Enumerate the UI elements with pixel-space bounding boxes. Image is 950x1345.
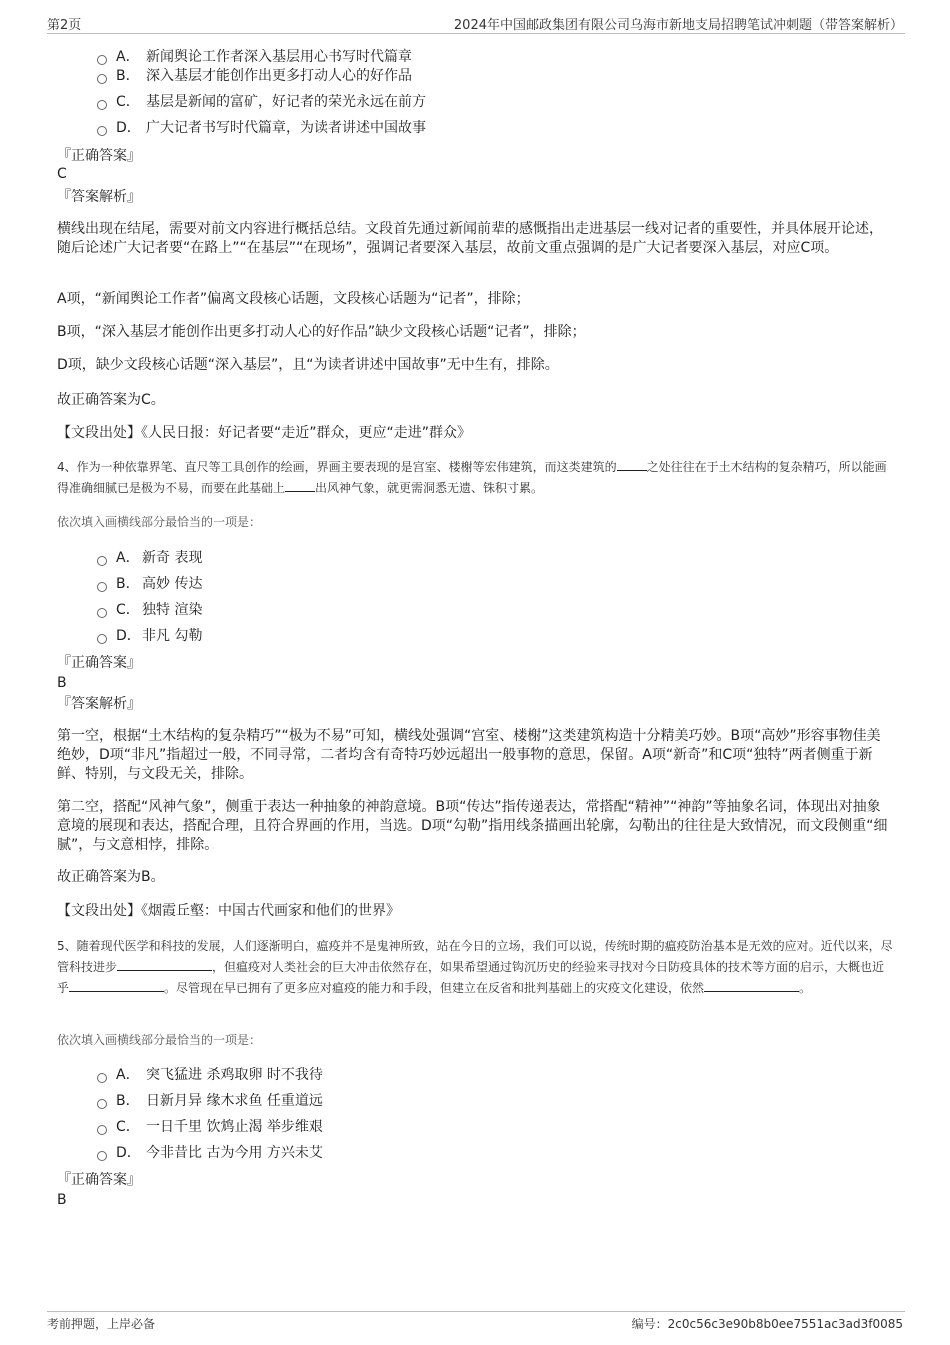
- q4-answer: B: [57, 675, 67, 691]
- radio-icon[interactable]: [97, 126, 107, 136]
- radio-icon[interactable]: [97, 608, 107, 618]
- radio-icon[interactable]: [97, 1151, 107, 1161]
- q3-source: 【文段出处】《人民日报：好记者要“走近”群众，更应“走进”群众》: [57, 425, 472, 441]
- q3-analysis-paragraph: 故正确答案为C。: [57, 392, 165, 408]
- q4-stem: 4、作为一种依靠界笔、直尺等工具创作的绘画，界画主要表现的是宫室、楼榭等宏伟建筑，而这类建筑的 之处往往在于土木结构的复杂精巧，所以能画得准确细腻已是极为不易，而要在此基础上 出风神气象，就更需洞悉无遗、铢积寸累。: [57, 460, 887, 495]
- q3-option-d[interactable]: D． 广大记者书写时代篇章，为读者讲述中国故事: [97, 119, 426, 137]
- option-text: 高妙 传达: [142, 576, 203, 592]
- q5-option-a[interactable]: A． 突飞猛进 杀鸡取卵 时不我待: [97, 1066, 323, 1084]
- option-text: 广大记者书写时代篇章，为读者讲述中国故事: [146, 120, 426, 136]
- blank-line[interactable]: [69, 979, 164, 992]
- q4-analysis-paragraph: 第二空，搭配“风神气象”，侧重于表达一种抽象的神韵意境。B项“传达”指传递表达，常搭配“精神”“神韵”等抽象名词，体现出对抽象意境的展现和表达，搭配合理，且符合界画的作用，当选。D项“勾勒”指用线条描画出轮廓，勾勒出的往往是大致情况，而文段侧重“细腻”，与文意相悖，排除。: [57, 799, 888, 853]
- q3-analysis-paragraph: 横线出现在结尾，需要对前文内容进行概括总结。文段首先通过新闻前辈的感慨指出走进基层一线对记者的重要性，并具体展开论述，随后论述广大记者要“在路上”“在基层”“在现场”，强调记者要深入基层，故前文重点强调的是广大记者要深入基层，对应C项。: [57, 221, 883, 256]
- radio-icon[interactable]: [97, 582, 107, 592]
- q4-answer-label: 『正确答案』: [57, 655, 141, 671]
- document-title: 2024年中国邮政集团有限公司乌海市新地支局招聘笔试冲刺题（带答案解析）: [453, 18, 903, 33]
- option-text: 突飞猛进 杀鸡取卵 时不我待: [146, 1067, 323, 1083]
- blank-line[interactable]: [117, 958, 212, 971]
- q5-option-b[interactable]: B． 日新月异 缘木求鱼 任重道远: [97, 1092, 323, 1110]
- q3-analysis-label: 『答案解析』: [57, 189, 141, 205]
- option-text: 深入基层才能创作出更多打动人心的好作品: [146, 68, 412, 84]
- radio-icon[interactable]: [97, 100, 107, 110]
- radio-icon[interactable]: [97, 634, 107, 644]
- radio-icon[interactable]: [97, 74, 107, 84]
- option-text: 基层是新闻的富矿，好记者的荣光永远在前方: [146, 94, 426, 110]
- option-text: 新闻舆论工作者深入基层用心书写时代篇章: [146, 49, 412, 65]
- q5-prompt: 依次填入画横线部分最恰当的一项是：: [57, 1033, 262, 1047]
- q5-answer: B: [57, 1192, 67, 1208]
- q4-option-b[interactable]: B． 高妙 传达: [97, 575, 202, 593]
- radio-icon[interactable]: [97, 55, 107, 65]
- q4-source: 【文段出处】《烟霞丘壑：中国古代画家和他们的世界》: [57, 903, 400, 919]
- option-text: 独特 渲染: [142, 602, 203, 618]
- q3-option-a[interactable]: A． 新闻舆论工作者深入基层用心书写时代篇章: [97, 48, 412, 66]
- blank-line[interactable]: [704, 979, 799, 992]
- radio-icon[interactable]: [97, 1099, 107, 1109]
- q3-option-b[interactable]: B． 深入基层才能创作出更多打动人心的好作品: [97, 67, 412, 85]
- q4-analysis-paragraph: 故正确答案为B。: [57, 869, 165, 885]
- option-text: 新奇 表现: [142, 550, 203, 566]
- radio-icon[interactable]: [97, 556, 107, 566]
- q4-option-c[interactable]: C． 独特 渲染: [97, 601, 202, 619]
- footer-slogan: 考前押题，上岸必备: [47, 1317, 156, 1331]
- q3-analysis-paragraph: A项，“新闻舆论工作者”偏离文段核心话题，文段核心话题为“记者”，排除；: [57, 291, 530, 307]
- q4-analysis-paragraph: 第一空，根据“土木结构的复杂精巧”“极为不易”可知，横线处强调“宫室、楼榭”这类建筑构造十分精美巧妙。B项“高妙”形容事物佳美绝妙，D项“非凡”指超过一般，不同寻常，二者均含有奇特巧妙远超出一般事物的意思，保留。A项“新奇”和C项“独特”两者侧重于新鲜、特别，与文段无关，排除。: [57, 728, 881, 782]
- q4-prompt: 依次填入画横线部分最恰当的一项是：: [57, 515, 262, 529]
- q5-stem: 5、随着现代医学和科技的发展，人们逐渐明白，瘟疫并不是鬼神所致，站在今日的立场，我们可以说，传统时期的瘟疫防治基本是无效的应对。近代以来，尽管科技进步 ，但瘟疫对人类社会的巨大冲击依然存在，如果希望通过钩沉历史的经验来寻找对今日防疫具体的技术等方面的启示，大概也近乎 。尽管现在早已拥有了更多应对瘟疫的能力和手段，但建立在反省和批判基础上的灾疫文化建设，依然 。: [57, 939, 893, 995]
- q3-option-c[interactable]: C． 基层是新闻的富矿，好记者的荣光永远在前方: [97, 93, 426, 111]
- option-text: 今非昔比 古为今用 方兴未艾: [146, 1145, 323, 1161]
- q5-option-c[interactable]: C． 一日千里 饮鸩止渴 举步维艰: [97, 1118, 323, 1136]
- option-text: 非凡 勾勒: [142, 628, 203, 644]
- option-text: 一日千里 饮鸩止渴 举步维艰: [146, 1119, 323, 1135]
- header-divider: [47, 33, 905, 34]
- q5-answer-label: 『正确答案』: [57, 1172, 141, 1188]
- blank-line[interactable]: [285, 479, 315, 492]
- radio-icon[interactable]: [97, 1073, 107, 1083]
- blank-line[interactable]: [617, 458, 647, 471]
- q5-option-d[interactable]: D． 今非昔比 古为今用 方兴未艾: [97, 1144, 323, 1162]
- q4-option-d[interactable]: D．非凡 勾勒: [97, 627, 202, 645]
- q3-analysis-paragraph: B项，“深入基层才能创作出更多打动人心的好作品”缺少文段核心话题“记者”，排除；: [57, 324, 586, 340]
- q3-answer: C: [57, 166, 67, 182]
- q4-option-a[interactable]: A． 新奇 表现: [97, 549, 202, 567]
- radio-icon[interactable]: [97, 1125, 107, 1135]
- option-text: 日新月异 缘木求鱼 任重道远: [146, 1093, 323, 1109]
- page-number: 第2页: [47, 18, 82, 33]
- footer-divider: [47, 1311, 905, 1312]
- q3-analysis-paragraph: D项，缺少文段核心话题“深入基层”，且“为读者讲述中国故事”无中生有，排除。: [57, 357, 559, 373]
- q4-analysis-label: 『答案解析』: [57, 696, 141, 712]
- q3-answer-label: 『正确答案』: [57, 148, 141, 164]
- document-id: 编号：2c0c56c3e90b8b0ee7551ac3ad3f0085: [631, 1317, 903, 1331]
